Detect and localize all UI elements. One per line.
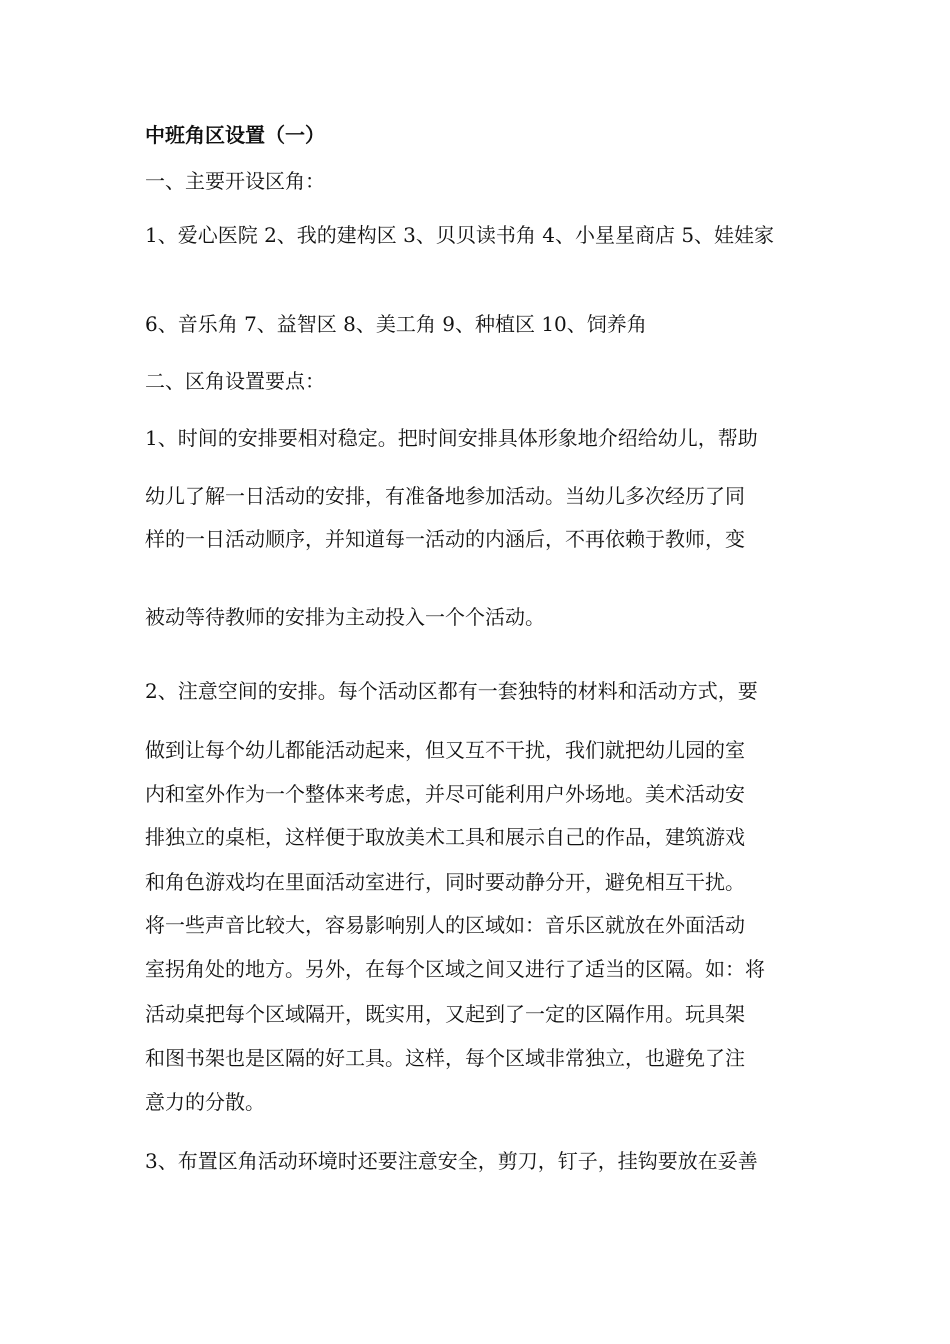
text-line: 室拐角处的地方。另外，在每个区域之间又进行了适当的区隔。如：将 — [145, 957, 765, 981]
text-line: 排独立的桌柜，这样便于取放美术工具和展示自己的作品，建筑游戏 — [145, 825, 745, 849]
text-line: 将一些声音比较大，容易影响别人的区域如：音乐区就放在外面活动 — [145, 913, 745, 937]
section-heading-2: 二、区角设置要点： — [145, 369, 325, 393]
text-line: 做到让每个幼儿都能活动起来，但又互不干扰，我们就把幼儿园的室 — [145, 738, 745, 762]
text-line: 内和室外作为一个整体来考虑，并尽可能利用户外场地。美术活动安 — [145, 782, 745, 806]
text-line: 6、音乐角 7、益智区 8、美工角 9、种植区 10、饲养角 — [145, 312, 647, 336]
text-line: 和角色游戏均在里面活动室进行，同时要动静分开，避免相互干扰。 — [145, 870, 745, 894]
text-line: 被动等待教师的安排为主动投入一个个活动。 — [145, 605, 545, 629]
text-line: 2、注意空间的安排。每个活动区都有一套独特的材料和活动方式，要 — [145, 679, 758, 703]
text-line: 意力的分散。 — [145, 1090, 265, 1114]
text-line: 1、时间的安排要相对稳定。把时间安排具体形象地介绍给幼儿，帮助 — [145, 426, 758, 450]
document-title: 中班角区设置（一） — [145, 123, 325, 147]
text-line: 1、爱心医院 2、我的建构区 3、贝贝读书角 4、小星星商店 5、娃娃家 — [145, 223, 775, 247]
text-line: 幼儿了解一日活动的安排，有准备地参加活动。当幼儿多次经历了同 — [145, 484, 745, 508]
text-line: 样的一日活动顺序，并知道每一活动的内涵后，不再依赖于教师，变 — [145, 527, 745, 551]
text-line: 活动桌把每个区域隔开，既实用，又起到了一定的区隔作用。玩具架 — [145, 1002, 745, 1026]
section-heading-1: 一、主要开设区角： — [145, 169, 325, 193]
text-line: 3、布置区角活动环境时还要注意安全，剪刀，钉子，挂钩要放在妥善 — [145, 1149, 758, 1173]
text-line: 和图书架也是区隔的好工具。这样，每个区域非常独立，也避免了注 — [145, 1046, 745, 1070]
